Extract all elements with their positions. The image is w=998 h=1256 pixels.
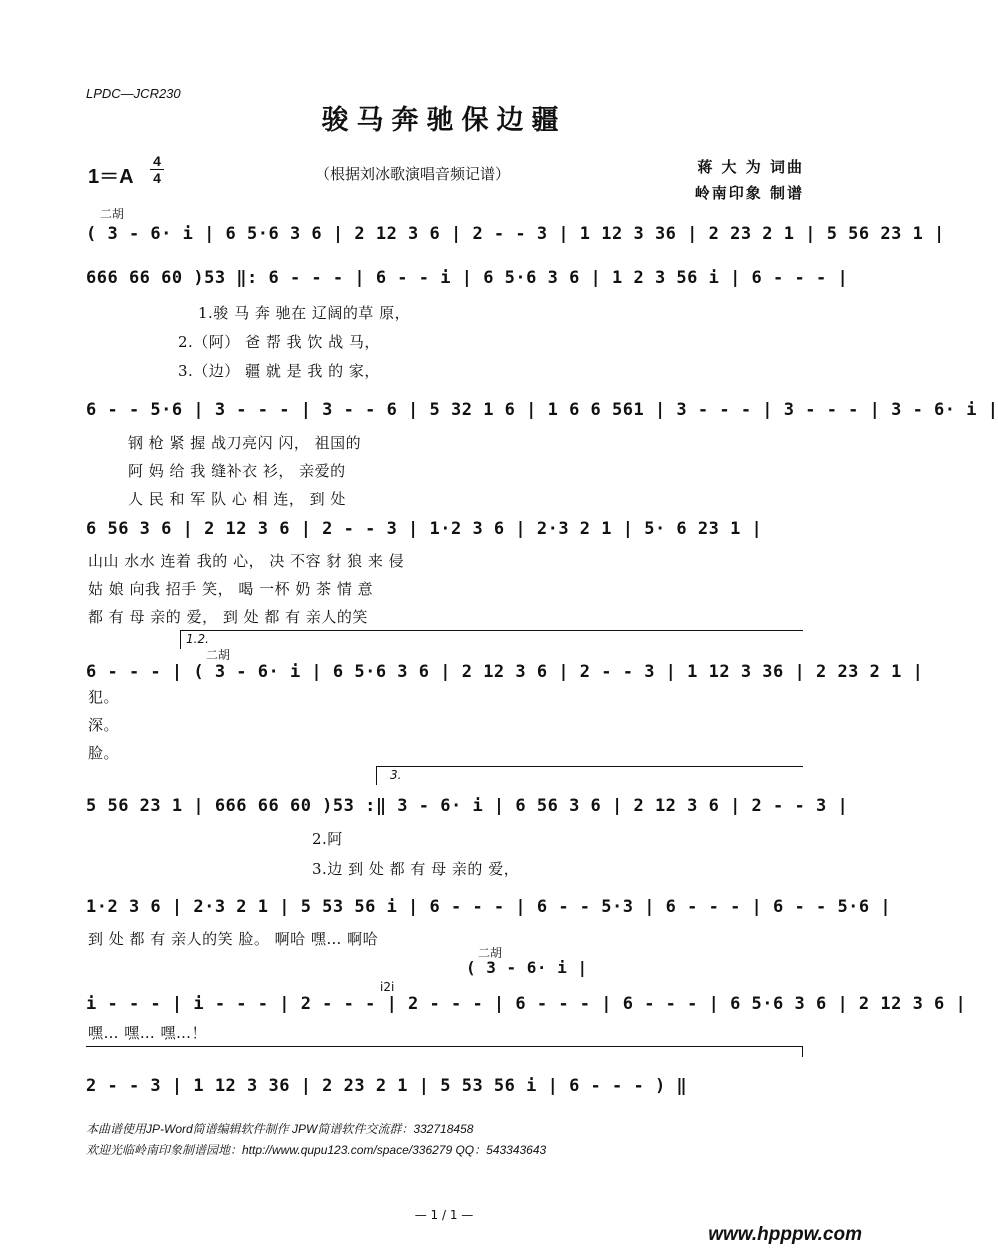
erhu-mark: 二胡 [100, 207, 125, 221]
erhu-sub-line: ( 3 - 6· i | [466, 958, 588, 977]
score-code: LPDC—JCR230 [86, 86, 181, 101]
notation-row-3: 6 - - 5·6 | 3 - - - | 3 - - 6 | 5 32 1 6 | 1 6 6 561 | 3 - - - | 3 - - - | 3 - 6· i | [86, 400, 998, 420]
lyric-row-2-verse-3: 3.（边） 疆 就 是 我 的 家， [178, 362, 380, 380]
volta-label-3: 3. [390, 768, 402, 782]
time-bottom: 4 [153, 170, 161, 186]
lyric-row-4-verse-1: 山山 水水 连着 我的 心， 决 不容 豺 狼 来 侵 [88, 552, 405, 570]
lyric-row-2-verse-1: 1.骏 马 奔 驰在 辽阔的草 原， [198, 304, 411, 322]
time-signature [150, 154, 164, 185]
volta-bracket-3 [376, 766, 803, 785]
notation-row-7: 1·2 3 6 | 2·3 2 1 | 5 53 56 i | 6 - - - | 6 - - 5·3 | 6 - - - | 6 - - 5·6 | [86, 897, 892, 917]
lyric-row-6-verse-2: 2.阿 [312, 830, 343, 848]
page-number: — 1 / 1 — [414, 1208, 474, 1222]
erhu-mark: 二胡 [478, 946, 503, 960]
volta-label-1-2: 1.2. [186, 632, 209, 646]
lyric-row-3-verse-2: 阿 妈 给 我 缝补衣 衫， 亲爱的 [128, 462, 346, 480]
site-watermark: www.hpppw.com [708, 1224, 862, 1245]
system-bracket [86, 1046, 803, 1057]
notation-row-6: 5 56 23 1 | 666 66 60 )53 :‖ 3 - 6· i | 6 56 3 6 | 2 12 3 6 | 2 - - 3 | [86, 796, 849, 816]
volta-bracket-1-2 [180, 630, 803, 649]
notation-row-1: ( 3 - 6· i | 6 5·6 3 6 | 2 12 3 6 | 2 - - 3 | 1 12 3 36 | 2 23 2 1 | 5 56 23 1 | [86, 224, 945, 244]
notation-row-2: 666 66 60 )53 ‖: 6 - - - | 6 - - i | 6 5·6 3 6 | 1 2 3 56 i | 6 - - - | [86, 268, 849, 288]
erhu-mark: 二胡 [206, 648, 231, 662]
lyric-row-3-verse-1: 钢 枪 紧 握 战刀亮闪 闪， 祖国的 [128, 434, 362, 452]
lyric-row-4-verse-3: 都 有 母 亲的 爱， 到 处 都 有 亲人的笑 [88, 608, 368, 626]
notation-row-4: 6 56 3 6 | 2 12 3 6 | 2 - - 3 | 1·2 3 6 | 2·3 2 1 | 5· 6 23 1 | [86, 519, 763, 539]
lyric-row-5-verse-2: 深。 [88, 716, 120, 734]
lyric-row-7: 到 处 都 有 亲人的笑 脸。 啊哈 嘿… 啊哈 [88, 930, 379, 948]
lyric-row-4-verse-2: 姑 娘 向我 招手 笑， 喝 一杯 奶 茶 情 意 [88, 580, 374, 598]
footer-line-2: 欢迎光临岭南印象制谱园地：http://www.qupu123.com/space/336279 QQ：543343643 [86, 1143, 547, 1157]
lyric-row-8: 嘿… 嘿… 嘿…！ [88, 1024, 208, 1042]
grace-notes: i2i [380, 980, 395, 994]
lyric-row-3-verse-3: 人 民 和 军 队 心 相 连， 到 处 [128, 490, 346, 508]
page-title: 骏马奔驰保边疆 [321, 105, 567, 136]
subtitle: （根据刘冰歌演唱音频记谱） [315, 165, 511, 183]
lyric-row-5-verse-3: 脸。 [88, 744, 120, 762]
credit-notation: 岭南印象 制谱 [694, 184, 804, 202]
notation-row-9: 2 - - 3 | 1 12 3 36 | 2 23 2 1 | 5 53 56 i | 6 - - - ) ‖ [86, 1076, 688, 1096]
notation-row-8: i - - - | i - - - | 2 - - - | 2 - - - | 6 - - - | 6 - - - | 6 5·6 3 6 | 2 12 3 6 | [86, 994, 967, 1014]
lyric-row-2-verse-2: 2.（阿） 爸 帮 我 饮 战 马， [178, 333, 380, 351]
key-signature: 1＝A [88, 166, 134, 188]
time-top: 4 [153, 153, 161, 169]
footer-line-1: 本曲谱使用JP-Word简谱编辑软件制作 JPW简谱软件交流群：332718458 [86, 1122, 474, 1136]
notation-row-5: 6 - - - | ( 3 - 6· i | 6 5·6 3 6 | 2 12 3 6 | 2 - - 3 | 1 12 3 36 | 2 23 2 1 | [86, 662, 924, 682]
lyric-row-6-verse-3: 3.边 到 处 都 有 母 亲的 爱， [312, 860, 520, 878]
credit-composer: 蒋 大 为 词曲 [697, 158, 804, 176]
lyric-row-5-verse-1: 犯。 [88, 688, 120, 706]
